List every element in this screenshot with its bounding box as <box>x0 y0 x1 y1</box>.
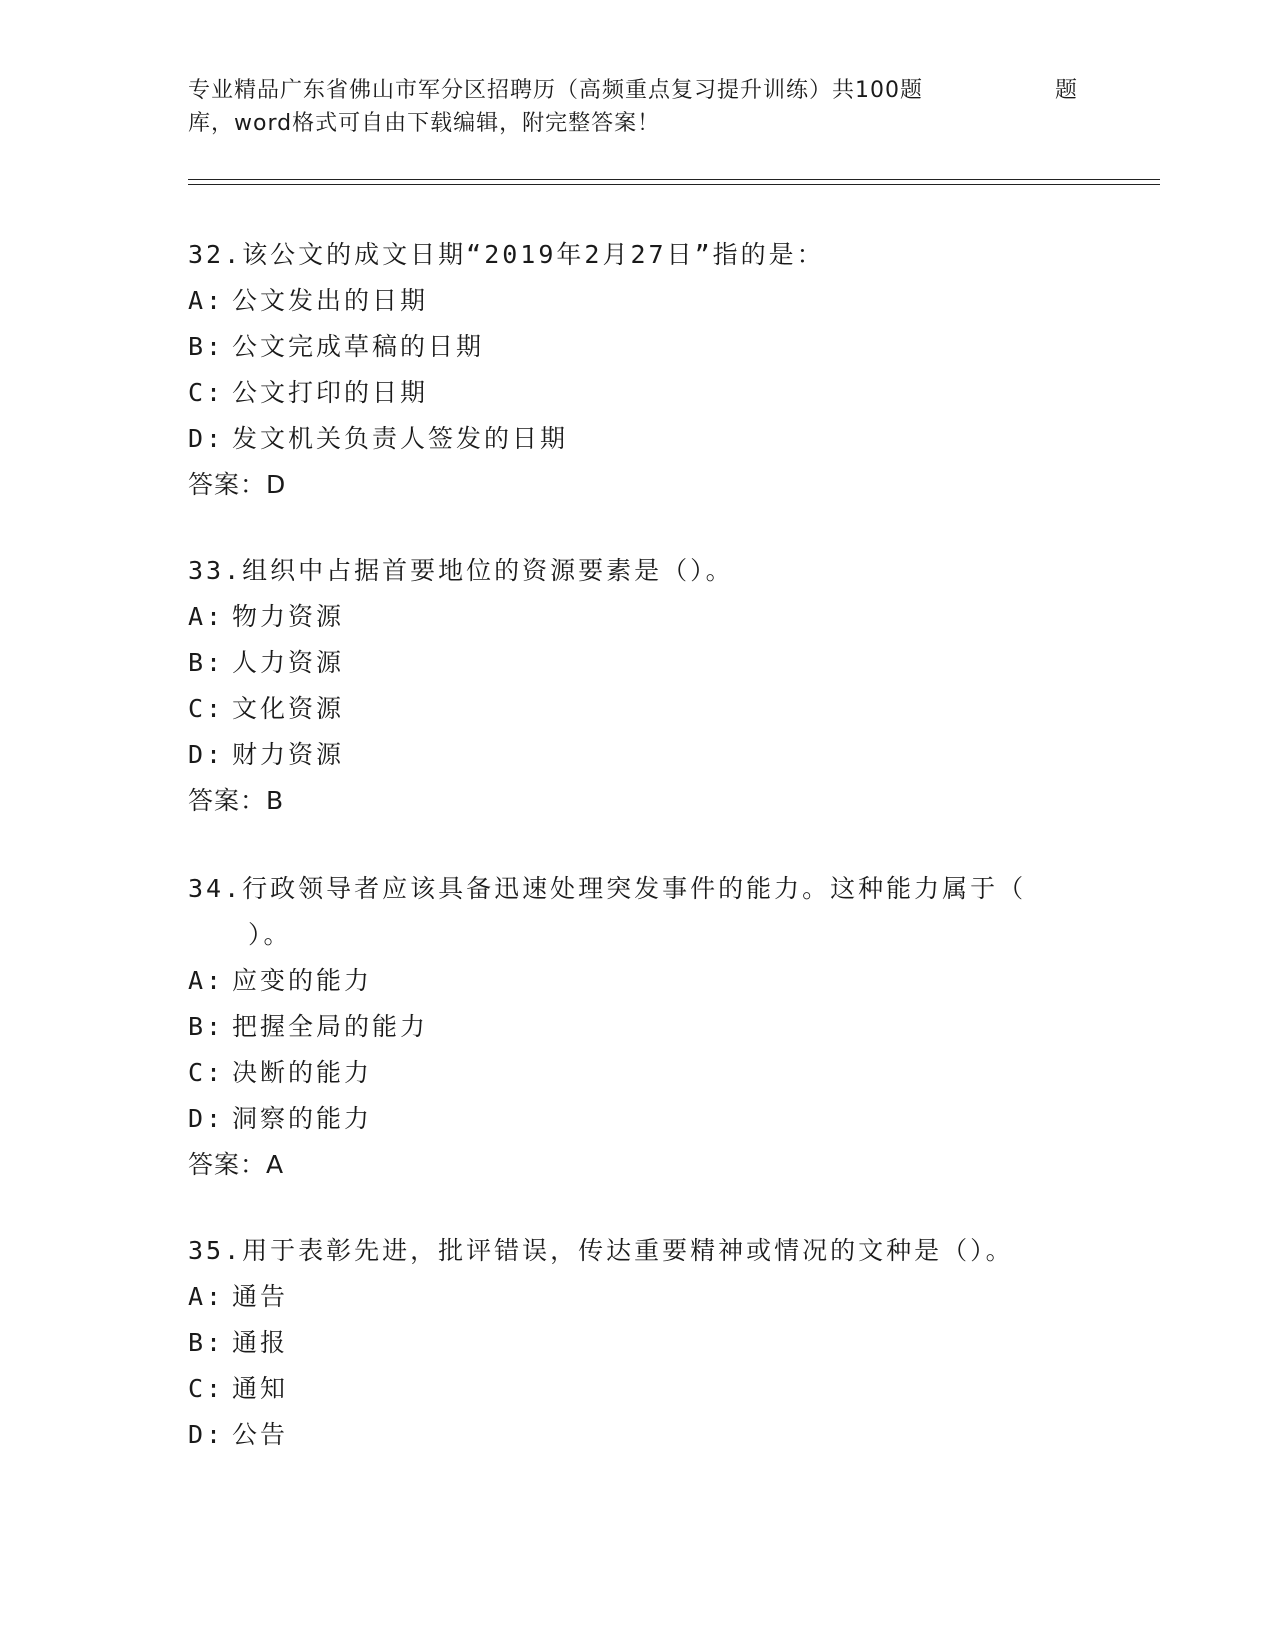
question-stem: 35.用于表彰先进，批评错误，传达重要精神或情况的文种是（）。 <box>188 1236 1014 1265</box>
option-key: A: <box>188 966 225 995</box>
option-d <box>188 416 1088 462</box>
option-text: 物力资源 <box>232 602 345 631</box>
question-33 <box>188 548 1088 824</box>
option-key: B: <box>188 648 225 677</box>
question-stem: 33.组织中占据首要地位的资源要素是（）。 <box>188 556 734 585</box>
option-key: B: <box>188 1012 225 1041</box>
header-line-1 <box>188 74 1088 107</box>
option-b <box>188 324 1088 370</box>
option-c <box>188 370 1088 416</box>
question-34 <box>188 866 1088 1188</box>
option-b <box>188 1320 1088 1366</box>
option-key: A: <box>188 286 225 315</box>
option-text: 公文完成草稿的日期 <box>232 332 485 361</box>
option-key: C: <box>188 378 225 407</box>
option-key: D: <box>188 740 225 769</box>
option-key: C: <box>188 1058 225 1087</box>
option-key: B: <box>188 1328 225 1357</box>
option-b <box>188 640 1088 686</box>
answer-line: 答案：A <box>188 1150 285 1179</box>
option-key: D: <box>188 424 225 453</box>
option-a <box>188 594 1088 640</box>
option-d <box>188 732 1088 778</box>
answer-line: 答案：D <box>188 470 287 499</box>
option-text: 应变的能力 <box>232 966 373 995</box>
option-text: 公文打印的日期 <box>232 378 429 407</box>
header-title: 专业精品广东省佛山市军分区招聘历（高频重点复习提升训练）共100题 <box>188 78 923 103</box>
answer-line: 答案：B <box>188 786 285 815</box>
option-text: 公告 <box>232 1420 289 1449</box>
option-text: 发文机关负责人签发的日期 <box>232 424 569 453</box>
option-c <box>188 1050 1088 1096</box>
option-key: B: <box>188 332 225 361</box>
document-header <box>188 74 1088 140</box>
header-line-2: 库，word格式可自由下载编辑，附完整答案！ <box>188 111 661 136</box>
option-text: 财力资源 <box>232 740 345 769</box>
question-stem: 34.行政领导者应该具备迅速处理突发事件的能力。这种能力属于（ <box>188 874 1027 903</box>
option-c <box>188 686 1088 732</box>
option-text: 公文发出的日期 <box>232 286 429 315</box>
option-key: A: <box>188 1282 225 1311</box>
question-stem-continued: ）。 <box>248 920 292 949</box>
option-a <box>188 958 1088 1004</box>
option-text: 人力资源 <box>232 648 345 677</box>
option-d <box>188 1412 1088 1458</box>
question-35 <box>188 1228 1088 1458</box>
question-stem: 32.该公文的成文日期“2019年2月27日”指的是： <box>188 240 825 269</box>
option-text: 洞察的能力 <box>232 1104 373 1133</box>
option-text: 文化资源 <box>232 694 345 723</box>
option-key: C: <box>188 694 225 723</box>
option-text: 把握全局的能力 <box>232 1012 429 1041</box>
option-key: C: <box>188 1374 225 1403</box>
option-key: D: <box>188 1104 225 1133</box>
question-32 <box>188 232 1088 508</box>
header-rule-bottom <box>188 184 1160 185</box>
option-a <box>188 1274 1088 1320</box>
option-key: A: <box>188 602 225 631</box>
option-c <box>188 1366 1088 1412</box>
option-text: 决断的能力 <box>232 1058 373 1087</box>
option-b <box>188 1004 1088 1050</box>
option-text: 通报 <box>232 1328 289 1357</box>
option-text: 通知 <box>232 1374 289 1403</box>
header-rule-top <box>188 179 1160 180</box>
header-title-tail: 题 <box>1055 78 1079 103</box>
option-a <box>188 278 1088 324</box>
option-key: D: <box>188 1420 225 1449</box>
option-text: 通告 <box>232 1282 289 1311</box>
option-d <box>188 1096 1088 1142</box>
